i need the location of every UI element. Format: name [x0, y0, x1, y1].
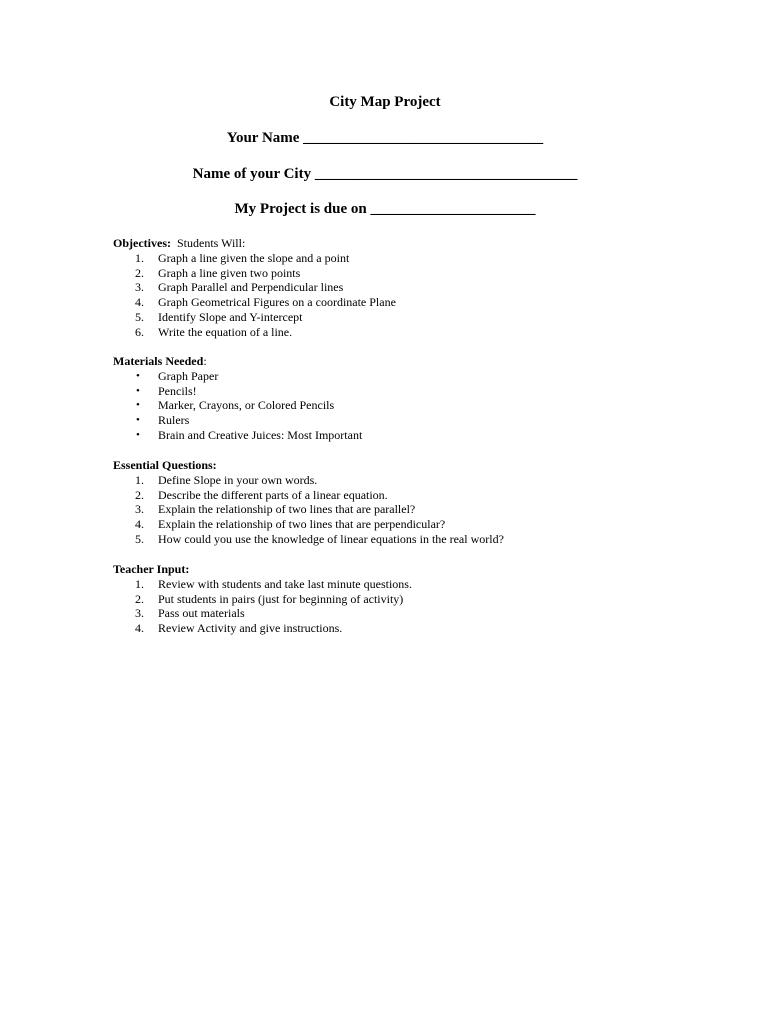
materials-section — [113, 354, 673, 443]
list-item — [113, 473, 673, 488]
teacher-input-section — [113, 562, 673, 636]
due-date-field: My Project is due on ______________________ — [234, 201, 536, 217]
essential-questions-heading: Essential Questions: — [113, 458, 217, 472]
city-name-field: Name of your City ___________________________________ — [192, 166, 578, 182]
list-item — [113, 266, 673, 281]
bullet-icon: • — [136, 369, 140, 382]
list-item — [113, 621, 673, 636]
page-title: City Map Project — [329, 94, 441, 110]
list-item-text: Graph Parallel and Perpendicular lines — [158, 280, 344, 295]
materials-list — [113, 369, 673, 443]
list-number: 3. — [135, 606, 144, 621]
bullet-icon: • — [136, 384, 140, 397]
list-item-text: Review with students and take last minute questions. — [158, 576, 412, 591]
list-item-text: Graph Geometrical Figures on a coordinate Plane — [158, 295, 396, 310]
your-name-field: Your Name ________________________________ — [226, 130, 544, 146]
list-item-text: Put students in pairs (just for beginning of activity) — [158, 591, 404, 606]
list-number: 5. — [135, 309, 144, 324]
bullet-icon: • — [136, 399, 140, 412]
list-item-text: Marker, Crayons, or Colored Pencils — [158, 398, 335, 413]
essential-questions-list — [113, 473, 673, 547]
list-item-text: Graph a line given two points — [158, 265, 301, 280]
bullet-icon: • — [136, 428, 140, 441]
list-item — [113, 428, 673, 443]
list-number: 4. — [135, 621, 144, 636]
list-item — [113, 488, 673, 503]
list-item-text: Write the equation of a line. — [158, 324, 293, 339]
list-number: 4. — [135, 517, 144, 532]
list-number: 2. — [135, 487, 144, 502]
list-item — [113, 577, 673, 592]
list-item-text: How could you use the knowledge of linear equations in the real world? — [158, 531, 504, 546]
list-item — [113, 280, 673, 295]
list-item — [113, 517, 673, 532]
list-item-text: Describe the different parts of a linear equation. — [158, 487, 388, 502]
list-item — [113, 325, 673, 340]
objectives-intro: Students Will: — [176, 236, 246, 250]
materials-heading: Materials Needed — [113, 354, 204, 368]
list-number: 2. — [135, 265, 144, 280]
essential-questions-section — [113, 458, 673, 547]
objectives-section — [113, 236, 673, 340]
list-item — [113, 592, 673, 607]
list-item — [113, 251, 673, 266]
list-item — [113, 606, 673, 621]
materials-heading-colon: : — [203, 354, 207, 368]
list-number: 1. — [135, 250, 144, 265]
list-item-text: Define Slope in your own words. — [158, 472, 318, 487]
list-number: 1. — [135, 576, 144, 591]
teacher-input-list — [113, 577, 673, 636]
list-item-text: Graph Paper — [158, 368, 219, 383]
list-item — [113, 369, 673, 384]
list-item-text: Pass out materials — [158, 606, 245, 621]
list-item — [113, 532, 673, 547]
list-item — [113, 384, 673, 399]
list-item-text: Explain the relationship of two lines that are perpendicular? — [158, 517, 446, 532]
list-item — [113, 413, 673, 428]
list-item — [113, 502, 673, 517]
objectives-heading: Objectives: — [113, 236, 171, 250]
list-item — [113, 295, 673, 310]
objectives-heading-line — [113, 236, 673, 251]
teacher-input-heading: Teacher Input: — [113, 562, 190, 576]
essential-heading-line — [113, 458, 673, 473]
list-number: 5. — [135, 531, 144, 546]
list-number: 6. — [135, 324, 144, 339]
bullet-icon: • — [136, 414, 140, 427]
list-item-text: Review Activity and give instructions. — [158, 621, 343, 636]
teacher-heading-line — [113, 562, 673, 577]
list-item-text: Explain the relationship of two lines that are parallel? — [158, 502, 416, 517]
list-number: 3. — [135, 280, 144, 295]
list-number: 4. — [135, 295, 144, 310]
list-item-text: Pencils! — [158, 383, 197, 398]
materials-heading-line — [113, 354, 673, 369]
list-item-text: Rulers — [158, 413, 190, 428]
list-item — [113, 398, 673, 413]
list-number: 1. — [135, 472, 144, 487]
list-item-text: Identify Slope and Y-intercept — [158, 309, 303, 324]
list-item-text: Brain and Creative Juices: Most Important — [158, 427, 363, 442]
list-number: 2. — [135, 591, 144, 606]
list-number: 3. — [135, 502, 144, 517]
list-item — [113, 310, 673, 325]
list-item-text: Graph a line given the slope and a point — [158, 250, 350, 265]
objectives-list — [113, 251, 673, 340]
